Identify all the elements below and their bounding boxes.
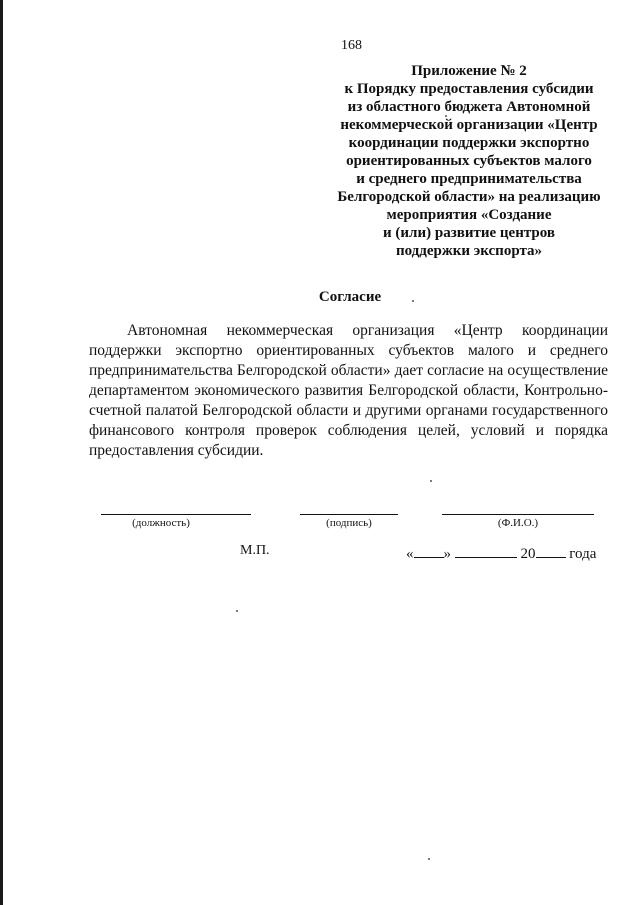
paragraph-line: предоставления субсидии.: [89, 442, 264, 459]
position-line: [101, 514, 251, 515]
scan-speck: [428, 858, 430, 860]
year-blank: [536, 543, 566, 558]
date-close-quote: »: [443, 546, 451, 562]
appendix-line: мероприятия «Создание: [386, 207, 552, 223]
name-label: (Ф.И.О.): [497, 517, 539, 529]
appendix-line: и (или) развитие центров: [383, 225, 555, 241]
paragraph-line: финансового контроля проверок соблюдения целей, условий и порядка: [89, 422, 608, 439]
position-label: (должность): [132, 517, 190, 529]
paragraph-line: счетной палатой Белгородской области и другими органами государственного: [89, 402, 608, 419]
signature-line: [300, 514, 398, 515]
date-field: [406, 543, 596, 563]
appendix-line: из областного бюджета Автономной: [347, 99, 591, 115]
appendix-line: и среднего предпринимательства: [356, 171, 582, 187]
appendix-line: некоммерческой организации «Центр: [340, 117, 598, 133]
stamp-label: М.П.: [240, 543, 270, 558]
appendix-line: Приложение № 2: [411, 63, 527, 79]
appendix-header: [332, 62, 606, 260]
name-line: [442, 514, 594, 515]
year-prefix: 20: [520, 546, 536, 562]
page-number: 168: [341, 38, 362, 53]
consent-paragraph: [89, 321, 608, 461]
year-suffix: года: [569, 546, 597, 562]
date-open-quote: «: [406, 546, 414, 562]
signature-label: (подпись): [326, 517, 372, 529]
paragraph-line: департаментом экономического развития Белгородской области, Контрольно-: [89, 382, 608, 399]
appendix-line: Белгородской области» на реализацию: [337, 189, 601, 205]
day-blank: [414, 543, 444, 558]
paragraph-line: Автономная некоммерческая организация «Центр координации: [127, 322, 608, 339]
scan-speck: [430, 480, 432, 482]
scan-speck: [412, 300, 414, 302]
appendix-line: к Порядку предоставления субсидии: [344, 81, 594, 97]
consent-title: Согласие: [318, 289, 382, 305]
month-blank: [455, 543, 517, 558]
scan-speck: [445, 115, 447, 117]
paragraph-line: предпринимательства Белгородской области» дает согласие на осуществление: [89, 362, 608, 379]
appendix-line: поддержки экспорта»: [395, 243, 543, 259]
appendix-line: ориентированных субъектов малого: [346, 153, 592, 169]
appendix-line: координации поддержки экспортно: [348, 135, 590, 151]
scan-edge: [0, 0, 3, 905]
scan-speck: [236, 610, 238, 612]
paragraph-line: поддержки экспортно ориентированных субъектов малого и среднего: [89, 342, 608, 359]
